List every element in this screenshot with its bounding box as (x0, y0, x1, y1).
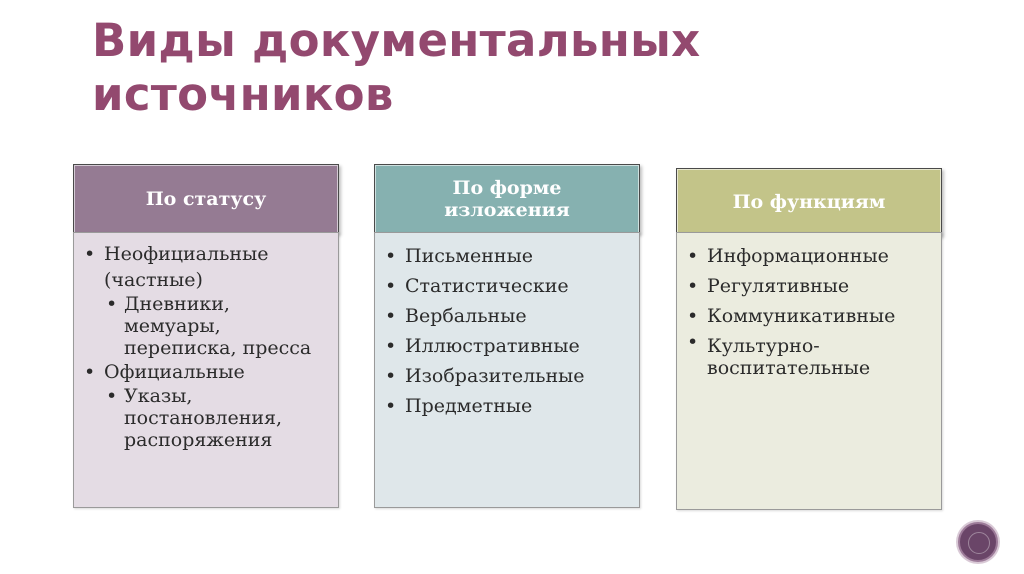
list-item: • Вербальные (385, 301, 633, 331)
list-item: • Иллюстративные (385, 331, 633, 361)
slide-nav-circle-icon[interactable] (958, 522, 998, 562)
function-list (687, 241, 935, 379)
status-list (84, 241, 332, 451)
list-item-text: Официальные (104, 361, 245, 383)
sublist-item: • Указы, постановления, распоряжения (104, 385, 332, 451)
column-header-by-status: По статусу (73, 164, 339, 234)
slide-title-line-2: источников (92, 68, 394, 121)
column-header-by-function: По функциям (676, 168, 942, 236)
slide-title (92, 14, 952, 122)
form-list (385, 241, 633, 421)
list-item: • Статистические (385, 271, 633, 301)
list-item: • Информационные (687, 241, 935, 271)
list-item: • Предметные (385, 391, 633, 421)
official-sublist (104, 385, 332, 451)
unofficial-sublist (104, 293, 332, 359)
list-item-text: Неофициальные (частные) (104, 243, 269, 291)
sublist-item: • Дневники, мемуары, переписка, пресса (104, 293, 332, 359)
list-item: • Коммуникативные (687, 301, 935, 331)
list-item: • Регулятивные (687, 271, 935, 301)
list-item: • Письменные (385, 241, 633, 271)
column-header-by-form: По форме изложения (374, 164, 640, 234)
column-body-by-status (73, 232, 339, 508)
list-item: • Культурно-воспитательные (687, 331, 935, 379)
column-body-by-function (676, 232, 942, 510)
list-item: • Изобразительные (385, 361, 633, 391)
column-body-by-form (374, 232, 640, 508)
list-item-official (84, 359, 332, 451)
slide-title-line-1: Виды документальных (92, 14, 701, 67)
list-item-unofficial (84, 241, 332, 359)
